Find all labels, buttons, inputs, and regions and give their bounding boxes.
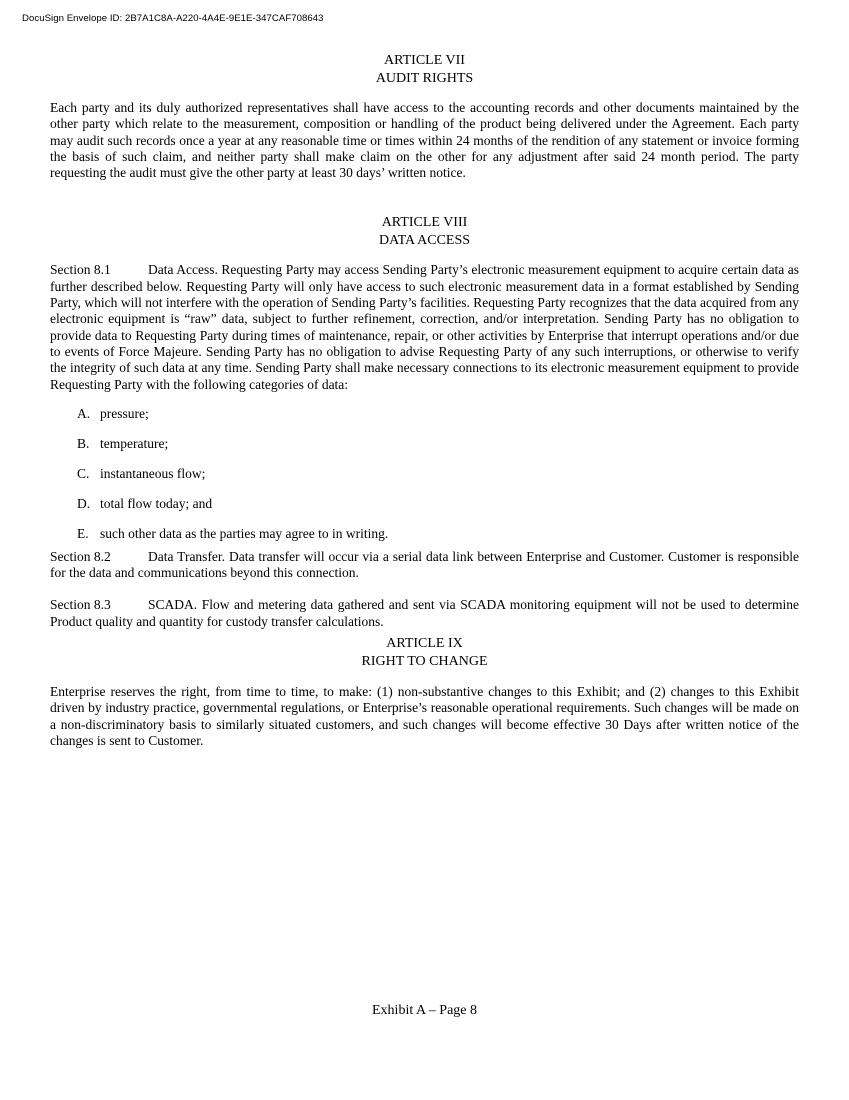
list-item-text: such other data as the parties may agree to in writing. bbox=[100, 525, 389, 541]
article-8-number: ARTICLE VIII bbox=[381, 215, 468, 231]
section-8-1-label: Section 8.1 bbox=[50, 262, 111, 278]
list-item-text: total flow today; and bbox=[100, 495, 213, 511]
list-item-letter: C. bbox=[77, 465, 90, 481]
section-8-1-text: Data Access. Requesting Party may access Sending Party’s electronic measurement equipment to acquire certain data as further described below. Requesting Party will only have access to such electronic measurement data in a format established by Sending Party, which will not interfere with the operation of Sending Party’s facilities. Requesting Party recognizes that the data acquired from any electronic equipment is “raw” data, subject to further refinement, correction, and/or interpretation. Sending Party has no obligation to provide data to Requesting Party during times of maintenance, repair, or other activities by Enterprise that interrupt operations and/or due to events of Force Majeure. Sending Party has no obligation to advise Requesting Party of any such interruptions, or otherwise to verify the integrity of such data at any time. Sending Party shall make necessary connections to its electronic measurement equipment to provide Requesting Party with the following categories of data: bbox=[50, 262, 799, 392]
list-item-letter: D. bbox=[77, 495, 91, 511]
section-8-2-label: Section 8.2 bbox=[50, 548, 111, 564]
docusign-envelope-id: DocuSign Envelope ID: 2B7A1C8A-A220-4A4E-9E1E-347CAF708643 bbox=[22, 13, 324, 24]
section-8-3-label: Section 8.3 bbox=[50, 597, 111, 613]
list-item bbox=[50, 466, 799, 496]
list-item-letter: A. bbox=[77, 405, 91, 421]
list-item bbox=[50, 526, 799, 549]
article-9-heading bbox=[50, 635, 799, 671]
article-8-title: DATA ACCESS bbox=[378, 233, 471, 249]
section-8-3 bbox=[50, 597, 799, 630]
page-footer: Exhibit A – Page 8 bbox=[372, 1003, 477, 1018]
article-9-title: RIGHT TO CHANGE bbox=[361, 654, 488, 670]
list-item bbox=[50, 406, 799, 436]
article-7-body: Each party and its duly authorized representatives shall have access to the accounting records and other documents maintained by the other party which relate to the measurement, composition or handling of the product being delivered under the Agreement. Each party may audit such records once a year at any reasonable time or times within 24 months of the rendition of any statement or invoice forming the basis of such claim, and neither party shall make claim on the other for any adjustment after said 24 month period. The party requesting the audit must give the other party at least 30 days’ written notice. bbox=[50, 100, 799, 181]
list-item-text: pressure; bbox=[100, 405, 149, 421]
data-categories-list bbox=[50, 406, 799, 549]
article-8-heading bbox=[50, 214, 799, 250]
list-item bbox=[50, 436, 799, 466]
list-item bbox=[50, 496, 799, 526]
section-8-2 bbox=[50, 549, 799, 582]
document-body bbox=[50, 52, 799, 749]
section-8-2-text: Data Transfer. Data transfer will occur via a serial data link between Enterprise and Customer. Customer is responsible for the data and communications beyond this connection. bbox=[50, 548, 799, 581]
section-8-3-text: SCADA. Flow and metering data gathered and sent via SCADA monitoring equipment will not be used to determine Product quality and quantity for custody transfer calculations. bbox=[50, 597, 799, 629]
article-7-heading bbox=[50, 52, 799, 88]
article-9-number: ARTICLE IX bbox=[386, 636, 463, 652]
article-7-title: AUDIT RIGHTS bbox=[375, 71, 474, 86]
section-8-1 bbox=[50, 262, 799, 392]
list-item-text: temperature; bbox=[100, 435, 169, 451]
list-item-text: instantaneous flow; bbox=[100, 465, 206, 481]
list-item-letter: B. bbox=[77, 435, 90, 451]
article-9-body: Enterprise reserves the right, from time to time, to make: (1) non-substantive changes to this Exhibit; and (2) changes to this Exhibit driven by industry practice, governmental regulations, or Enterprise’s reasonable operational requirements. Such changes will be made on a non-discriminatory basis to similarly situated customers, and such changes will become effective 30 Days after written notice of the changes is sent to Customer. bbox=[50, 684, 799, 748]
article-7-number: ARTICLE VII bbox=[384, 53, 465, 68]
list-item-letter: E. bbox=[77, 525, 89, 541]
